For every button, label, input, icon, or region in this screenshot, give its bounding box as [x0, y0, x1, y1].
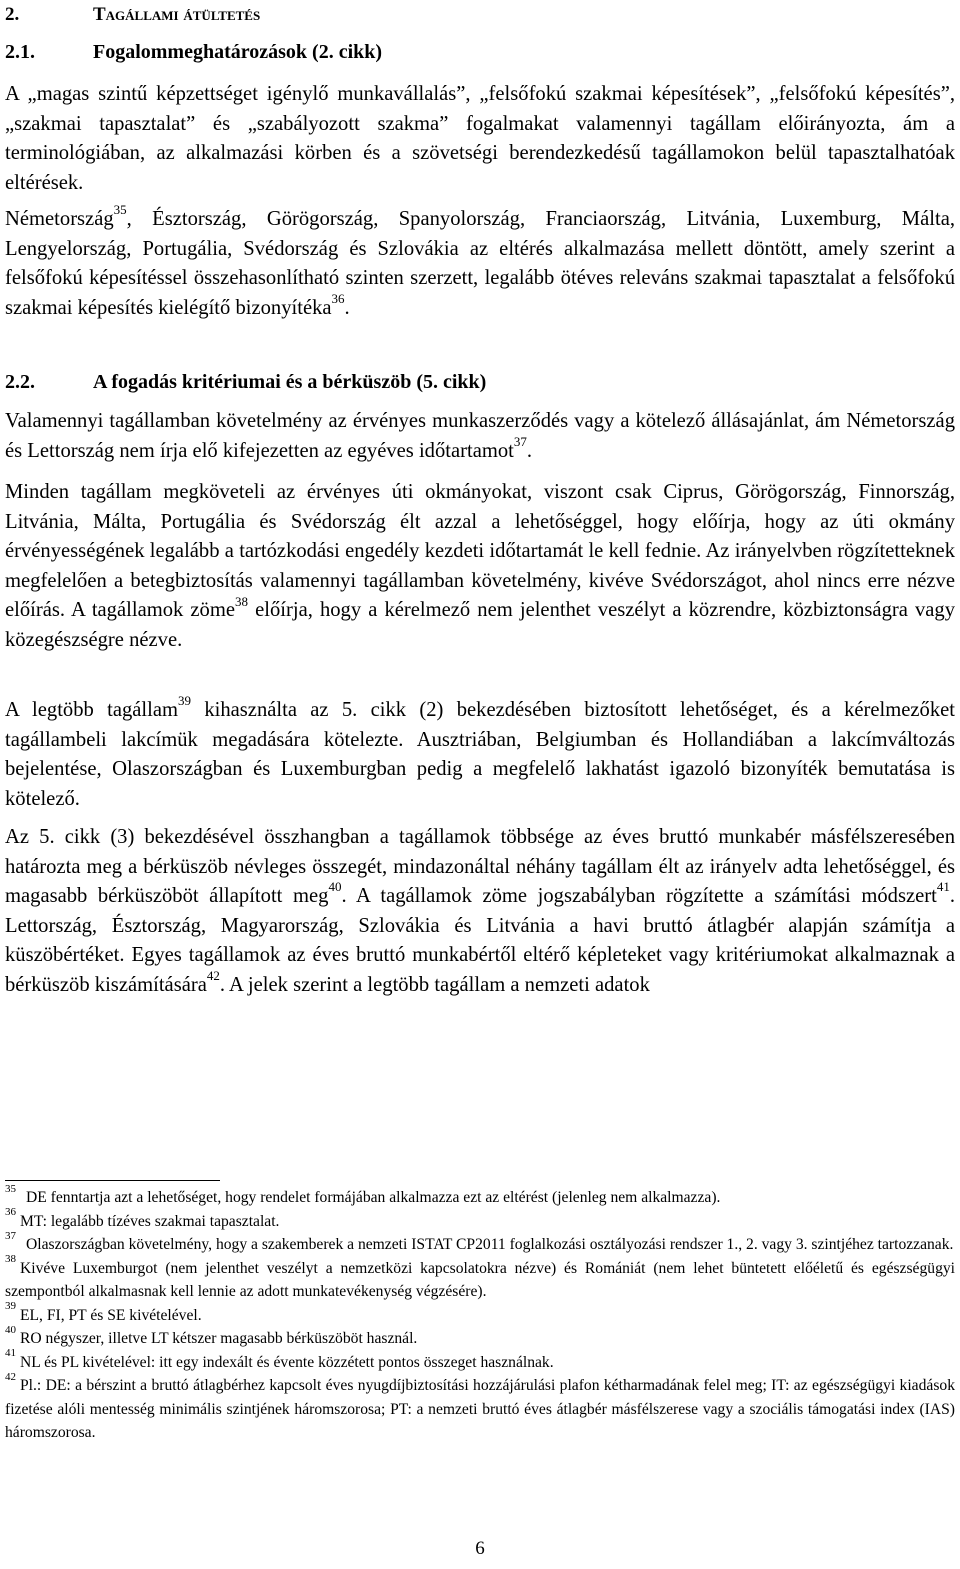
- paragraph-salary-threshold: Az 5. cikk (3) bekezdésével összhangban a tagállamok többsége az éves bruttó munkabér másfélszeresében határozta meg a bérküszöb névleges összegét, mindazonáltal néhány tagállam élt az irányelv adta lehetőséggel, és magasabb bérküszöböt állapított meg$^{40}$. A tagállamok zöme jogszabályban rögzítette a számítási módszert$^{41}$. Lettország, Észtország, Magyarország, Szlovákia és Litvánia a havi bruttó átlagbér alapján számítja a küszöbértéket. Egyes tagállamok az éves bruttó munkabértől eltérő képleteket vagy kritériumokat alkalmaznak a bérküszöb kiszámítására$^{42}$. A jelek szerint a legtöbb tagállam a nemzeti adatok: [5, 826, 955, 996]
- chapter-title: Tagállami átültetés: [93, 4, 261, 25]
- section-heading-2-1: [5, 41, 382, 64]
- footnote-37: $^{37}$Olaszországban követelmény, hogy a szakemberek a nemzeti ISTAT CP2011 foglalkozási osztályozási rendszer 1., 2. vagy 3. szintjéhez tartozzanak.: [5, 1229, 954, 1253]
- footnote-ref-40[interactable]: 40: [328, 879, 342, 895]
- footnote-41: $^{41}$NL és PL kivételével: itt egy indexált és évente közzétett pontos összeget használnak.: [5, 1347, 554, 1371]
- footnote-ref-38[interactable]: 38: [235, 593, 249, 609]
- section-number: 2.2.: [5, 371, 35, 393]
- section-number: 2.1.: [5, 41, 35, 63]
- footnote-40: $^{40}$RO négyszer, illetve LT kétszer magasabb bérküszöböt használ.: [5, 1323, 418, 1347]
- chapter-heading: [5, 4, 260, 26]
- page-number: 6: [475, 1538, 485, 1559]
- footnote-ref-37[interactable]: 37: [513, 433, 527, 449]
- chapter-number: 2.: [5, 4, 20, 25]
- footnote-39: $^{39}$EL, FI, PT és SE kivételével.: [5, 1300, 202, 1324]
- section-title: Fogalommeghatározások (2. cikk): [93, 41, 383, 63]
- footnote-ref-39[interactable]: 39: [178, 693, 192, 709]
- section-heading-2-2: [5, 371, 486, 394]
- section-title: A fogadás kritériumai és a bérküszöb (5. cikk): [93, 371, 487, 393]
- footnote-ref-36[interactable]: 36: [331, 290, 345, 306]
- footnote-36: $^{36}$MT: legalább tízéves szakmai tapasztalat.: [5, 1206, 280, 1230]
- paragraph-travel-documents: Minden tagállam megköveteli az érvényes úti okmányokat, viszont csak Ciprus, Görögország, Finnország, Litvánia, Málta, Portugália és Svédország élt azzal a lehetőséggel, hogy előírja, hogy az úti okmány érvényességének legalább a tartózkodási engedély kezdeti időtartamát le kell fednie. Az irányelvben rögzítetteknek megfelelően a betegbiztosítás valamennyi tagállamban követelmény, kivéve Svédországot, ahol nincs erre nézve előírás. A tagállamok zöme$^{38}$ előírja, hogy a kérelmező nem jelenthet veszélyt a közrendre, közbiztonságra vagy közegészségre nézve.: [5, 481, 955, 651]
- footnote-separator: [5, 1180, 220, 1181]
- footnote-38: $^{38}$Kivéve Luxemburgot (nem jelenthet veszélyt a nemzetközi kapcsolatokra nézve) és Romániát (nem lehet büntetett előéletű és egészségügyi szempontból alkalmasnak kell lennie az adott munkatevékenység végzésére).: [5, 1253, 955, 1300]
- paragraph-employment-contract: Valamennyi tagállamban követelmény az érvényes munkaszerződés vagy a kötelező állásajánlat, ám Németország és Lettország nem írja elő kifejezetten az egyéves időtartamot$^{37}$.: [5, 410, 955, 462]
- footnote-35: $^{35}$DE fenntartja azt a lehetőséget, hogy rendelet formájában alkalmazza ezt az eltérést (jelenleg nem alkalmazza).: [5, 1182, 721, 1206]
- paragraph-derogation: Németország$^{35}$, Észtország, Görögország, Spanyolország, Franciaország, Litvánia, Luxemburg, Málta, Lengyelország, Portugália, Svédország és Szlovákia az eltérés alkalmazása mellett döntött, amely szerint a felsőfokú képesítéssel összehasonlítható szinten szerzett, legalább ötéves releváns szakmai tapasztalat a felsőfokú szakmai képesítés kielégítő bizonyítéka$^{36}$.: [5, 202, 955, 319]
- footnote-ref-42[interactable]: 42: [206, 968, 220, 984]
- footnote-ref-35[interactable]: 35: [113, 202, 127, 218]
- footnote-42: $^{42}$Pl.: DE: a bérszint a bruttó átlagbérhez kapcsolt éves nyugdíjbiztosítási hozzájárulási plafon kétharmadának felel meg; IT: az egészségügyi kiadások fizetése alóli mentesség minimális szintjének háromszorosa; PT: a nemzeti bruttó éves átlagbér másfélszerese vagy a szociális támogatási index (IAS) háromszorosa.: [5, 1370, 955, 1441]
- paragraph-address: A legtöbb tagállam$^{39}$ kihasználta az 5. cikk (2) bekezdésében biztosított lehetőséget, és a kérelmezőket tagállambeli lakcímük megadására kötelezte. Ausztriában, Belgiumban és Hollandiában a lakcímváltozás bejelentése, Olaszországban és Luxemburgban pedig a megfelelő lakhatást igazoló bizonyíték bemutatása is kötelező.: [5, 693, 955, 810]
- footnote-ref-41[interactable]: 41: [936, 879, 950, 895]
- paragraph-definitions: A „magas szintű képzettséget igénylő munkavállalás”, „felsőfokú szakmai képesítések”, „felsőfokú képesítés”, „szakmai tapasztalat” és „szabályozott szakma” fogalmakat valamennyi tagállam előirányozta, ám a terminológiában, az alkalmazási körben és a szövetségi berendezkedésű tagállamokon belül tapasztalhatóak eltérések.: [5, 83, 955, 194]
- footnotes: [5, 1182, 955, 1445]
